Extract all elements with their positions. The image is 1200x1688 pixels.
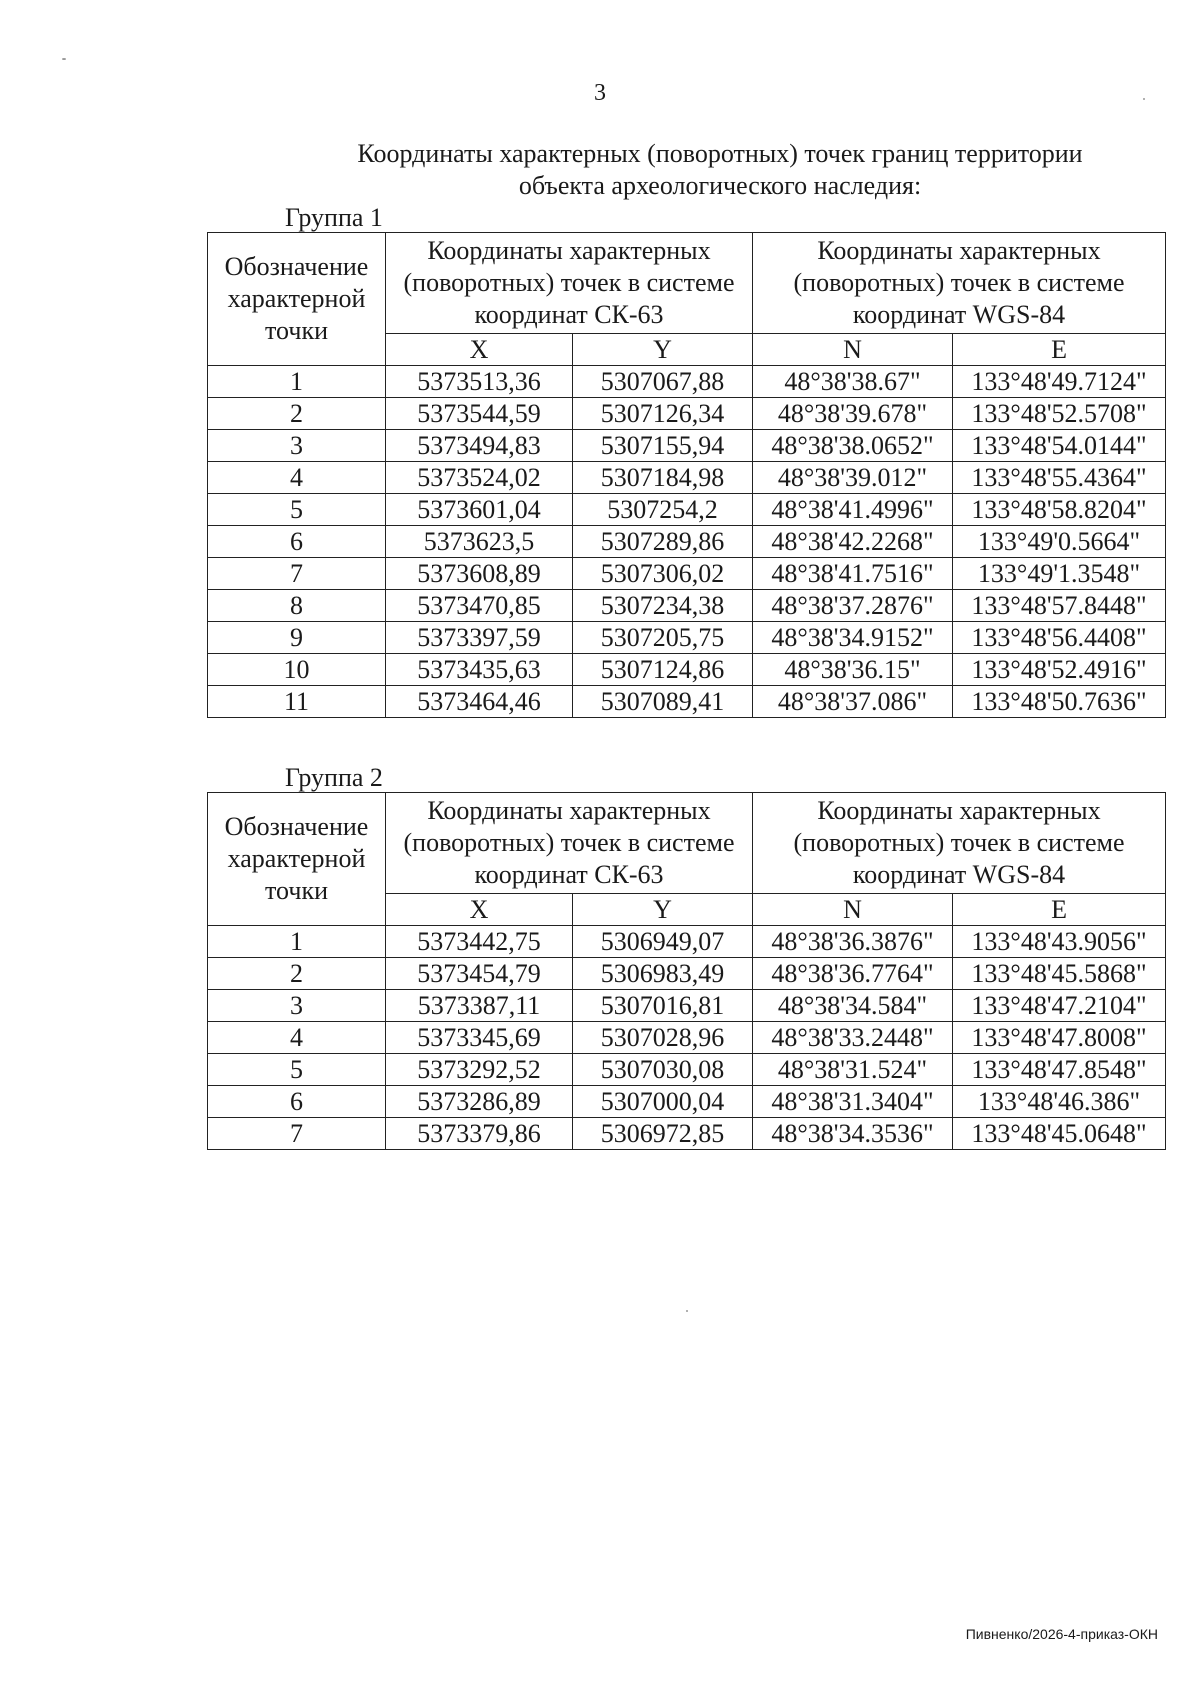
table-row [208,926,1166,958]
document-footer: Пивненко/2026-4-приказ-ОКН [965,1626,1158,1642]
n-cell: 48°38'39.678" [753,398,953,430]
point-number-cell: 11 [208,686,386,718]
point-number-cell: 3 [208,990,386,1022]
document-title [300,138,1140,202]
e-cell: 133°48'47.8008" [953,1022,1166,1054]
group-2-table [207,792,1166,1150]
point-number-cell: 1 [208,366,386,398]
table-row [208,1118,1166,1150]
n-header: N [753,894,953,926]
e-cell: 133°48'56.4408" [953,622,1166,654]
x-cell: 5373454,79 [386,958,573,990]
table-row [208,654,1166,686]
n-cell: 48°38'41.7516" [753,558,953,590]
sk63-header: Координаты характерных (поворотных) точек в системе координат СК-63 [386,233,753,334]
table-row [208,1022,1166,1054]
n-cell: 48°38'31.524" [753,1054,953,1086]
e-cell: 133°48'45.5868" [953,958,1166,990]
table-row [208,494,1166,526]
title-line-1: Координаты характерных (поворотных) точек границ территории [357,139,1083,168]
point-number-cell: 3 [208,430,386,462]
y-cell: 5307155,94 [573,430,753,462]
point-number-cell: 9 [208,622,386,654]
point-number-cell: 2 [208,398,386,430]
y-cell: 5306949,07 [573,926,753,958]
e-cell: 133°49'0.5664" [953,526,1166,558]
y-cell: 5307089,41 [573,686,753,718]
n-cell: 48°38'31.3404" [753,1086,953,1118]
page-number: 3 [594,80,606,106]
scan-speck [1143,98,1145,100]
x-cell: 5373601,04 [386,494,573,526]
n-cell: 48°38'42.2268" [753,526,953,558]
x-cell: 5373286,89 [386,1086,573,1118]
scan-speck [62,58,66,60]
e-cell: 133°48'50.7636" [953,686,1166,718]
x-cell: 5373608,89 [386,558,573,590]
point-number-cell: 8 [208,590,386,622]
table-row [208,958,1166,990]
e-cell: 133°48'52.5708" [953,398,1166,430]
designation-header: Обозначение характерной точки [208,233,386,366]
y-cell: 5307124,86 [573,654,753,686]
n-cell: 48°38'37.086" [753,686,953,718]
n-cell: 48°38'36.15" [753,654,953,686]
table-row [208,622,1166,654]
point-number-cell: 4 [208,462,386,494]
x-cell: 5373544,59 [386,398,573,430]
e-cell: 133°48'58.8204" [953,494,1166,526]
y-cell: 5307000,04 [573,1086,753,1118]
y-cell: 5307306,02 [573,558,753,590]
e-header: E [953,894,1166,926]
n-cell: 48°38'36.7764" [753,958,953,990]
n-cell: 48°38'37.2876" [753,590,953,622]
y-cell: 5307184,98 [573,462,753,494]
x-cell: 5373345,69 [386,1022,573,1054]
group-1-body [208,366,1166,718]
table-header-row [208,793,1166,894]
x-cell: 5373513,36 [386,366,573,398]
n-header: N [753,334,953,366]
point-number-cell: 7 [208,1118,386,1150]
y-cell: 5307030,08 [573,1054,753,1086]
x-cell: 5373464,46 [386,686,573,718]
e-cell: 133°48'54.0144" [953,430,1166,462]
e-cell: 133°48'57.8448" [953,590,1166,622]
e-cell: 133°49'1.3548" [953,558,1166,590]
n-cell: 48°38'34.9152" [753,622,953,654]
y-cell: 5307028,96 [573,1022,753,1054]
group-2-label: Группа 2 [285,763,383,792]
table-row [208,1054,1166,1086]
x-cell: 5373623,5 [386,526,573,558]
point-number-cell: 5 [208,1054,386,1086]
designation-header: Обозначение характерной точки [208,793,386,926]
group-2-body [208,926,1166,1150]
n-cell: 48°38'38.0652" [753,430,953,462]
sk63-header: Координаты характерных (поворотных) точек в системе координат СК-63 [386,793,753,894]
group-1-table [207,232,1166,718]
y-cell: 5307254,2 [573,494,753,526]
e-cell: 133°48'55.4364" [953,462,1166,494]
point-number-cell: 6 [208,526,386,558]
x-cell: 5373397,59 [386,622,573,654]
n-cell: 48°38'34.584" [753,990,953,1022]
table-row [208,558,1166,590]
point-number-cell: 6 [208,1086,386,1118]
e-cell: 133°48'43.9056" [953,926,1166,958]
point-number-cell: 10 [208,654,386,686]
n-cell: 48°38'38.67" [753,366,953,398]
point-number-cell: 1 [208,926,386,958]
title-line-2: объекта археологического наследия: [518,171,922,200]
y-cell: 5307067,88 [573,366,753,398]
y-cell: 5307205,75 [573,622,753,654]
n-cell: 48°38'41.4996" [753,494,953,526]
e-cell: 133°48'46.386" [953,1086,1166,1118]
y-header: Y [573,894,753,926]
e-header: E [953,334,1166,366]
table-row [208,398,1166,430]
table-row [208,366,1166,398]
point-number-cell: 2 [208,958,386,990]
e-cell: 133°48'47.8548" [953,1054,1166,1086]
e-cell: 133°48'45.0648" [953,1118,1166,1150]
y-cell: 5307126,34 [573,398,753,430]
n-cell: 48°38'33.2448" [753,1022,953,1054]
wgs84-header: Координаты характерных (поворотных) точек в системе координат WGS-84 [753,793,1166,894]
y-cell: 5307289,86 [573,526,753,558]
x-cell: 5373292,52 [386,1054,573,1086]
n-cell: 48°38'39.012" [753,462,953,494]
x-header: X [386,334,573,366]
table-row [208,590,1166,622]
x-cell: 5373387,11 [386,990,573,1022]
x-header: X [386,894,573,926]
wgs84-header: Координаты характерных (поворотных) точек в системе координат WGS-84 [753,233,1166,334]
x-cell: 5373379,86 [386,1118,573,1150]
y-cell: 5307016,81 [573,990,753,1022]
table-row [208,1086,1166,1118]
y-header: Y [573,334,753,366]
y-cell: 5306972,85 [573,1118,753,1150]
e-cell: 133°48'52.4916" [953,654,1166,686]
point-number-cell: 5 [208,494,386,526]
e-cell: 133°48'47.2104" [953,990,1166,1022]
y-cell: 5307234,38 [573,590,753,622]
x-cell: 5373435,63 [386,654,573,686]
point-number-cell: 4 [208,1022,386,1054]
y-cell: 5306983,49 [573,958,753,990]
x-cell: 5373494,83 [386,430,573,462]
table-row [208,990,1166,1022]
table-row [208,430,1166,462]
e-cell: 133°48'49.7124" [953,366,1166,398]
scan-speck [686,1310,688,1312]
table-row [208,526,1166,558]
group-1-label: Группа 1 [285,203,383,232]
x-cell: 5373442,75 [386,926,573,958]
n-cell: 48°38'34.3536" [753,1118,953,1150]
x-cell: 5373524,02 [386,462,573,494]
table-row [208,462,1166,494]
table-row [208,686,1166,718]
x-cell: 5373470,85 [386,590,573,622]
point-number-cell: 7 [208,558,386,590]
n-cell: 48°38'36.3876" [753,926,953,958]
table-header-row [208,233,1166,334]
